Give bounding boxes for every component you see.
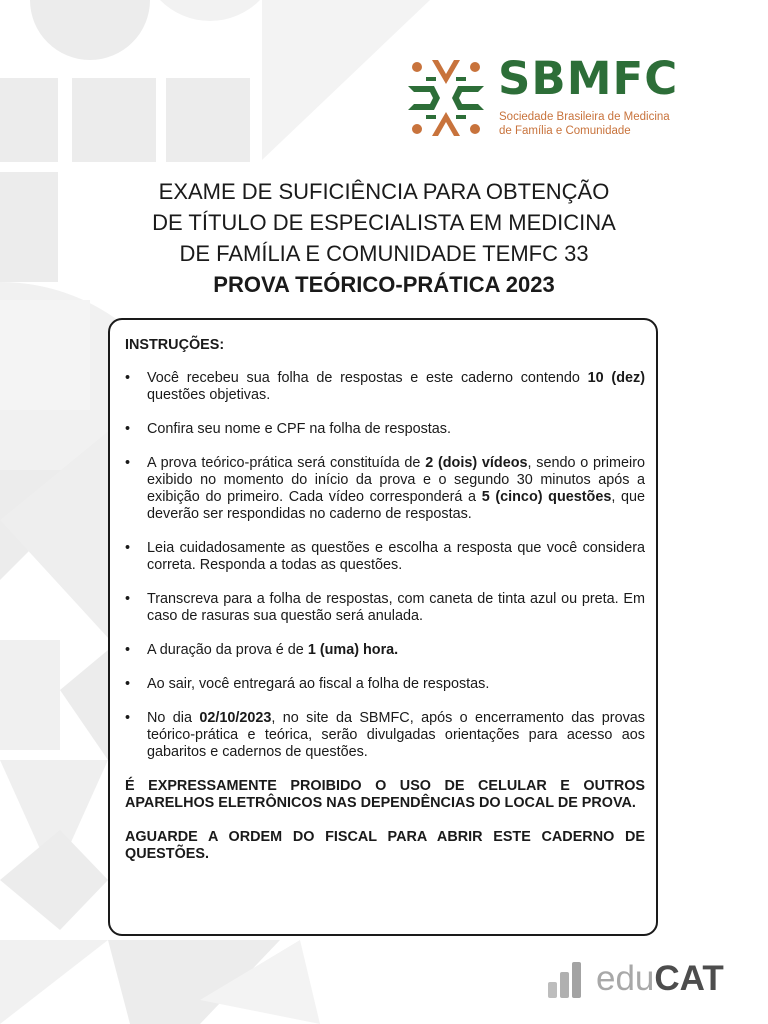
instruction-item bbox=[125, 591, 645, 625]
instructions-box bbox=[108, 318, 658, 936]
educat-wordmark-bold: CAT bbox=[654, 959, 724, 998]
exam-title-line-2: DE TÍTULO DE ESPECIALISTA EM MEDICINA bbox=[152, 210, 616, 235]
instruction-text: Você recebeu sua folha de respostas e este caderno contendo bbox=[147, 370, 588, 386]
exam-title-line-1: EXAME DE SUFICIÊNCIA PARA OBTENÇÃO bbox=[158, 179, 610, 204]
instruction-text: Confira seu nome e CPF na folha de respostas. bbox=[147, 421, 451, 437]
sbmfc-emblem-icon bbox=[404, 56, 488, 140]
instruction-text: , que deverão ser respondidas no caderno de respostas. bbox=[147, 489, 645, 522]
instruction-item bbox=[125, 370, 645, 404]
instruction-text: Leia cuidadosamente as questões e escolha a resposta que você considera correta. Responda a todas as questões. bbox=[147, 540, 645, 573]
instruction-emphasis: 5 (cinco) questões bbox=[481, 489, 612, 505]
instructions-list bbox=[125, 370, 645, 761]
instruction-item bbox=[125, 710, 645, 761]
exam-title bbox=[84, 176, 684, 300]
exam-title-line-3: DE FAMÍLIA E COMUNIDADE TEMFC 33 bbox=[179, 241, 589, 266]
instruction-text: Transcreva para a folha de respostas, com caneta de tinta azul ou preta. Em caso de rasuras sua questão será anulada. bbox=[147, 591, 645, 624]
instructions-heading: INSTRUÇÕES: bbox=[125, 337, 225, 353]
instruction-text: A prova teórico-prática será constituída de bbox=[147, 455, 426, 471]
instruction-text: A duração da prova é de bbox=[147, 642, 308, 658]
educat-wordmark bbox=[596, 957, 724, 1001]
sbmfc-logo bbox=[404, 52, 724, 140]
wait-order-warning: AGUARDE A ORDEM DO FISCAL PARA ABRIR ESTE CADERNO DE QUESTÕES. bbox=[125, 829, 645, 862]
instruction-item bbox=[125, 642, 645, 659]
instruction-item bbox=[125, 540, 645, 574]
instruction-emphasis: 1 (uma) hora. bbox=[307, 642, 399, 658]
instruction-text: , no site da SBMFC, após o encerramento das provas teórico-prática e teórica, serão divulgadas orientações para acesso aos gabaritos e cadernos de questões. bbox=[147, 710, 645, 760]
instruction-text: questões objetivas. bbox=[147, 387, 271, 403]
instruction-item bbox=[125, 455, 645, 523]
instruction-emphasis: 2 (dois) vídeos bbox=[425, 455, 528, 471]
instructions-content bbox=[125, 337, 645, 880]
logo-title: SBMFC bbox=[498, 52, 679, 105]
exam-subtitle: PROVA TEÓRICO-PRÁTICA 2023 bbox=[213, 272, 555, 297]
logo-subtitle-line-2: de Família e Comunidade bbox=[499, 125, 631, 137]
logo-subtitle bbox=[499, 110, 670, 138]
bar-chart-icon bbox=[548, 960, 588, 998]
phone-prohibition-warning: É EXPRESSAMENTE PROIBIDO O USO DE CELULAR E OUTROS APARELHOS ELETRÔNICOS NAS DEPENDÊNCIAS DO LOCAL DE PROVA. bbox=[125, 778, 645, 811]
instruction-emphasis: 02/10/2023 bbox=[199, 710, 272, 726]
instruction-text: Ao sair, você entregará ao fiscal a folha de respostas. bbox=[147, 676, 490, 692]
instruction-item bbox=[125, 676, 645, 693]
logo-subtitle-line-1: Sociedade Brasileira de Medicina bbox=[499, 111, 670, 123]
instruction-item bbox=[125, 421, 645, 438]
instruction-emphasis: 10 (dez) bbox=[587, 370, 645, 386]
educat-wordmark-light: edu bbox=[596, 959, 655, 998]
instruction-text: , sendo o primeiro exibido no momento do início da prova e o segundo 30 minutos após a exibição do primeiro. Cada vídeo corresponderá a bbox=[147, 455, 645, 505]
instruction-text: No dia bbox=[147, 710, 200, 726]
educat-logo bbox=[548, 958, 728, 1002]
